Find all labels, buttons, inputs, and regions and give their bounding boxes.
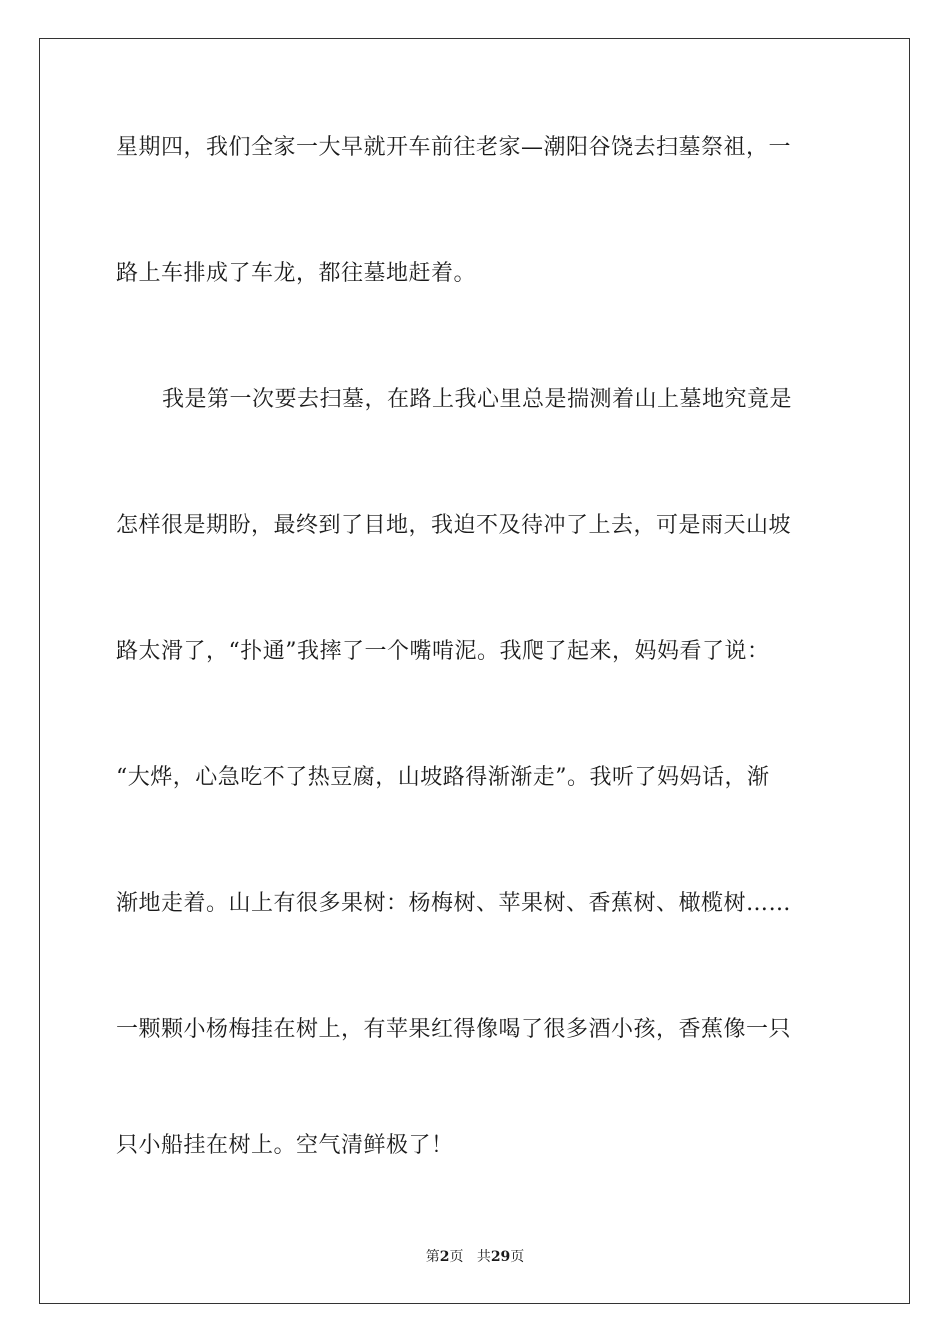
footer-total-pages: 29 [490, 1249, 511, 1265]
footer-page-suffix: 页 [449, 1249, 464, 1265]
body-text-line-8: 一颗颗小杨梅挂在树上，有苹果红得像喝了很多酒小孩，香蕉像一只 [116, 1017, 792, 1042]
body-text-line-7: 渐地走着。山上有很多果树：杨梅树、苹果树、香蕉树、橄榄树…… [116, 891, 792, 916]
body-text-line-2: 路上车排成了车龙，都往墓地赶着。 [116, 261, 477, 286]
footer-total-prefix: 共 [476, 1249, 491, 1265]
body-text-line-1: 星期四，我们全家一大早就开车前往老家—潮阳谷饶去扫墓祭祖，一 [116, 135, 792, 160]
page-footer [0, 1247, 950, 1267]
footer-total-suffix: 页 [510, 1249, 525, 1265]
body-text-line-9: 只小船挂在树上。空气清鲜极了！ [116, 1133, 454, 1158]
body-text-line-6: “大烨，心急吃不了热豆腐，山坡路得渐渐走”。我听了妈妈话，渐 [116, 765, 770, 790]
body-text-line-3: 我是第一次要去扫墓，在路上我心里总是揣测着山上墓地究竟是 [162, 387, 793, 412]
footer-prefix: 第 [425, 1249, 440, 1265]
body-text-line-4: 怎样很是期盼，最终到了目地，我迫不及待冲了上去，可是雨天山坡 [116, 513, 792, 538]
page-frame [39, 38, 910, 1304]
body-text-line-5: 路太滑了，“扑通”我摔了一个嘴啃泥。我爬了起来，妈妈看了说： [116, 639, 770, 664]
footer-current-page: 2 [439, 1249, 450, 1265]
